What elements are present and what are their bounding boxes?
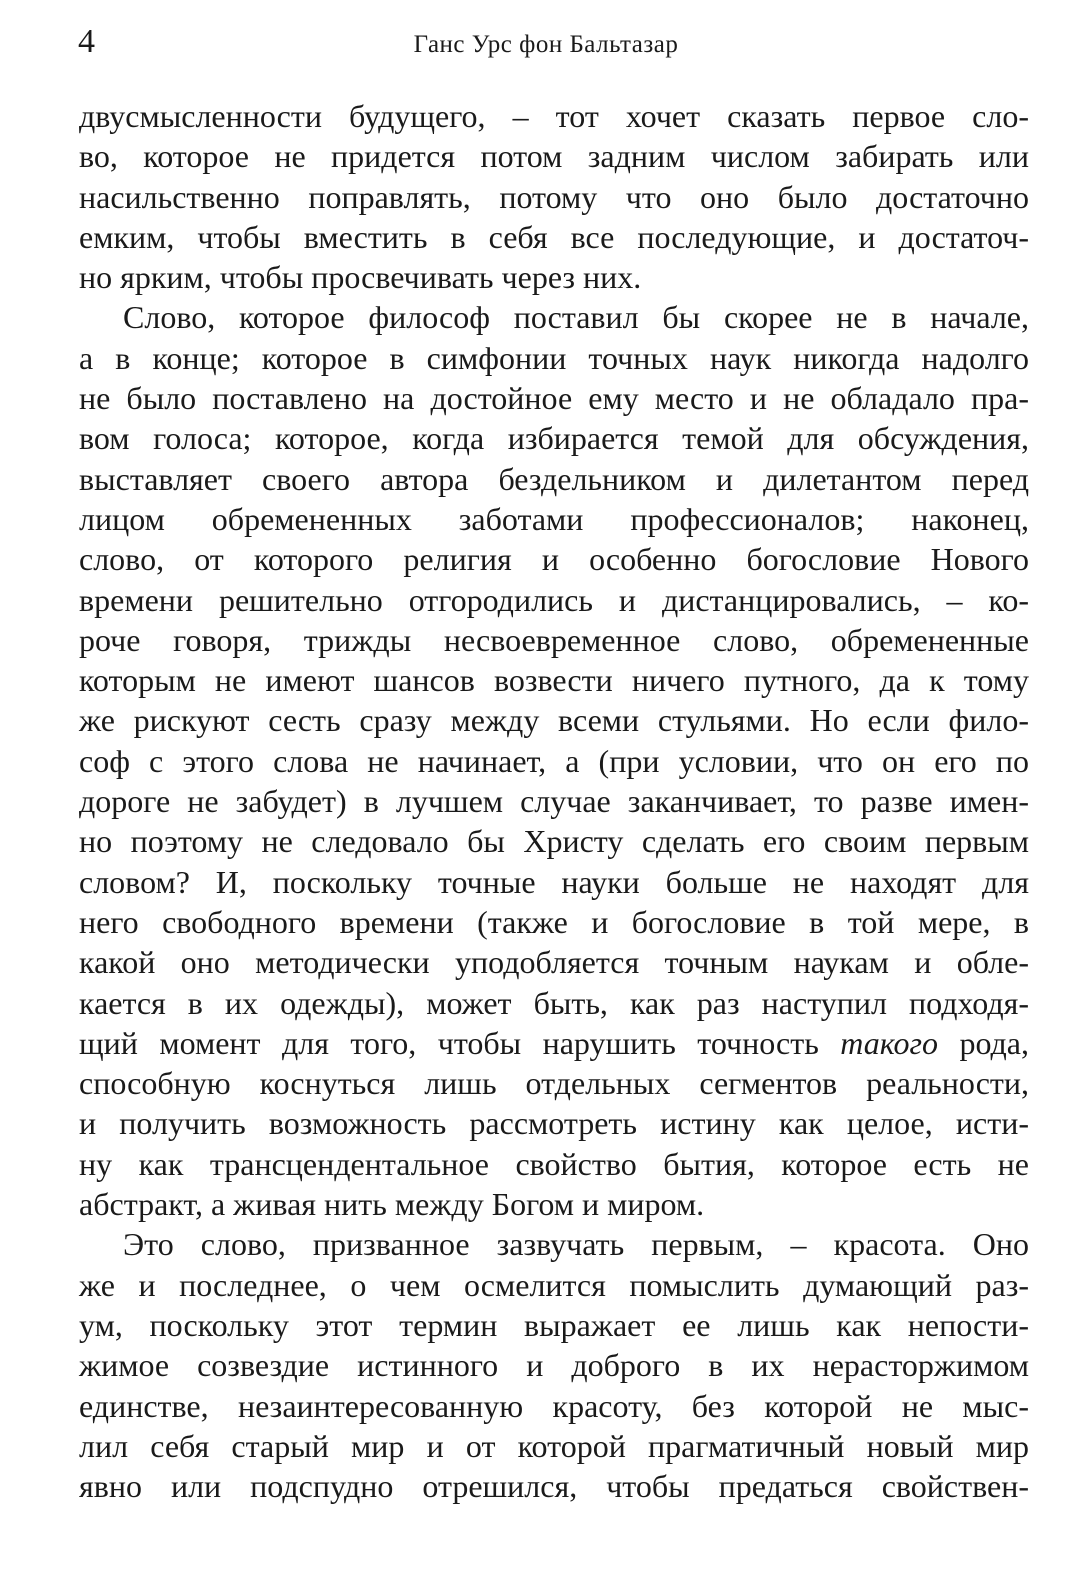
running-title: Ганс Урс фон Бальтазар — [413, 31, 679, 58]
text-line: дороге не забудет) в лучшем случае заканчивает, то разве имен- — [79, 783, 1029, 820]
text-line: роче говоря, трижды несвоевременное слово, обремененные — [79, 621, 1029, 658]
text-line: него свободного времени (также и богословие в той мере, в — [79, 903, 1029, 940]
text-line: кается в их одежды), может быть, как раз наступил подходя- — [79, 984, 1029, 1021]
text-line: лицом обремененных заботами профессионалов; наконец, — [79, 500, 1029, 537]
text-line: Слово, которое философ поставил бы скорее не в начале, — [123, 299, 1029, 336]
text-line: слово, от которого религия и особенно богословие Нового — [79, 541, 1029, 578]
page-number: 4 — [78, 23, 95, 60]
text-line: способную коснуться лишь отдельных сегментов реальности, — [79, 1065, 1029, 1102]
text-line: соф с этого слова не начинает, а (при условии, что он его по — [79, 742, 1029, 779]
text-line: какой оно методически уподобляется точным наукам и обле- — [79, 944, 1029, 981]
text-line: насильственно поправлять, потому что оно было достаточно — [79, 178, 1029, 215]
text-line: времени решительно отгородились и дистанцировались, – ко- — [79, 581, 1029, 618]
text-run: рода, — [938, 1024, 1030, 1061]
text-run: щий момент для того, чтобы нарушить точность — [79, 1024, 841, 1061]
text-line: жимое созвездие истинного и доброго в их нерасторжимом — [79, 1347, 1029, 1384]
text-line: и получить возможность рассмотреть истину как целое, исти- — [79, 1105, 1029, 1142]
text-line: ну как трансцендентальное свойство бытия, которое есть не — [79, 1145, 1029, 1182]
italic-word: такого — [840, 1024, 938, 1061]
paragraph-3 — [79, 1224, 1029, 1506]
text-line: явно или подспудно отрешился, чтобы предаться свойствен- — [79, 1468, 1029, 1505]
text-line: во, которое не придется потом задним числом забирать или — [79, 138, 1029, 175]
text-line: которым не имеют шансов возвести ничего путного, да к тому — [79, 662, 1029, 699]
text-line: абстракт, а живая нить между Богом и миром. — [79, 1186, 705, 1223]
text-line: а в конце; которое в симфонии точных наук никогда надолго — [79, 339, 1029, 376]
text-line: двусмысленности будущего, – тот хочет сказать первое сло- — [79, 98, 1029, 134]
text-line: ум, поскольку этот термин выражает ее лишь как непости- — [79, 1306, 1029, 1343]
text-line: лил себя старый мир и от которой прагматичный новый мир — [79, 1427, 1029, 1464]
text-line: Это слово, призванное зазвучать первым, – красота. Оно — [123, 1226, 1029, 1263]
text-line: вом голоса; которое, когда избирается темой для обсуждения, — [79, 420, 1029, 457]
text-line: единстве, незаинтересованную красоту, без которой не мыс- — [79, 1387, 1029, 1424]
text-line: не было поставлено на достойное ему место и не обладало пра- — [79, 380, 1029, 417]
body-text — [79, 96, 1029, 1506]
text-line: емким, чтобы вместить в себя все последующие, и достаточ- — [79, 218, 1029, 255]
text-line: же рискуют сесть сразу между всеми стульями. Но если фило- — [79, 702, 1029, 739]
text-line: же и последнее, о чем осмелится помыслить думающий раз- — [79, 1266, 1029, 1303]
text-line: выставляет своего автора бездельником и дилетантом перед — [79, 460, 1029, 497]
paragraph-2 — [79, 297, 1029, 1224]
text-line-with-italic — [79, 1023, 1029, 1063]
text-line: словом? И, поскольку точные науки больше не находят для — [79, 863, 1029, 900]
text-line: но ярким, чтобы просвечивать через них. — [79, 259, 642, 296]
paragraph-1 — [79, 96, 1029, 297]
text-line: но поэтому не следовало бы Христу сделать его своим первым — [79, 823, 1029, 860]
